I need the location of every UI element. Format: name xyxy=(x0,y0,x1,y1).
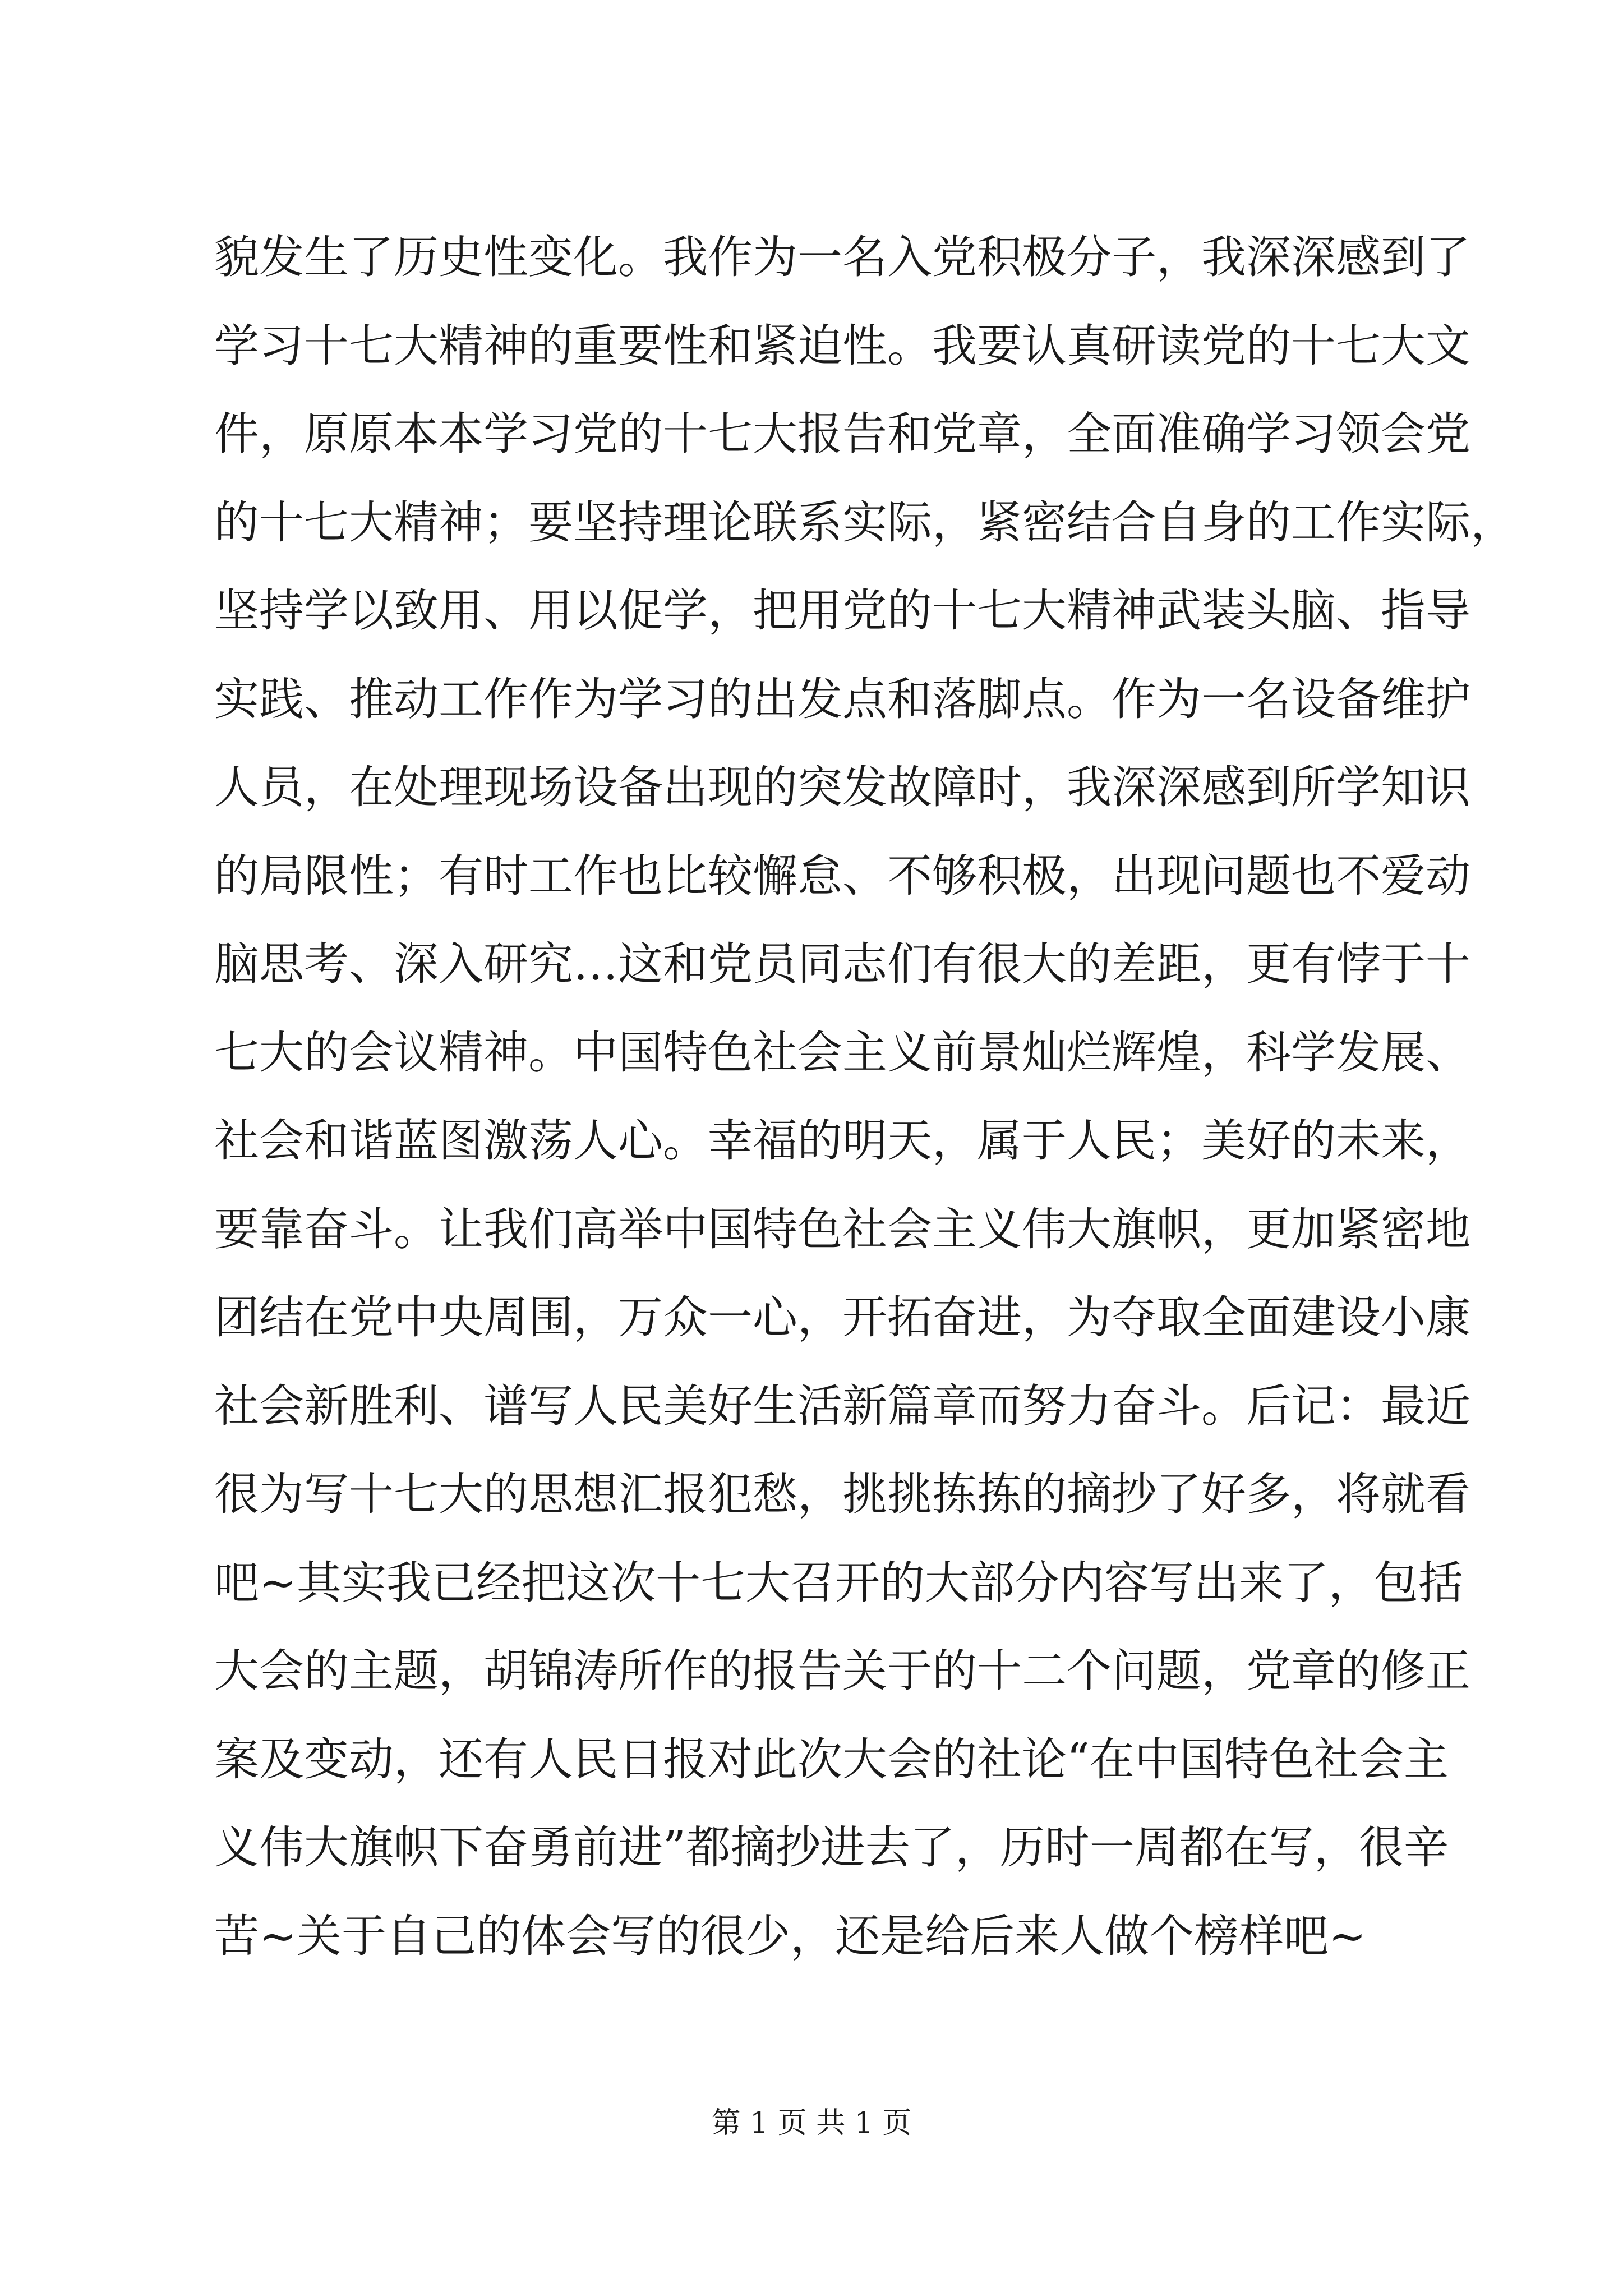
text-line: 学习十七大精神的重要性和紧迫性。我要认真研读党的十七大文 xyxy=(214,319,1470,372)
text-line: 件，原原本本学习党的十七大报告和党章，全面准确学习领会党 xyxy=(214,408,1470,460)
text-line: 团结在党中央周围，万众一心，开拓奋进，为夺取全面建设小康 xyxy=(214,1291,1470,1343)
text-line: 义伟大旗帜下奋勇前进”都摘抄进去了，历时一周都在写，很辛 xyxy=(214,1821,1449,1874)
text-line: 人员，在处理现场设备出现的突发故障时，我深深感到所学知识 xyxy=(214,761,1470,813)
text-line: 坚持学以致用、用以促学，把用党的十七大精神武装头脑、指导 xyxy=(214,585,1470,637)
text-line: 很为写十七大的思想汇报犯愁，挑挑拣拣的摘抄了好多，将就看 xyxy=(214,1468,1470,1520)
text-line: 貌发生了历史性变化。我作为一名入党积极分子，我深深感到了 xyxy=(214,231,1470,283)
text-line: 的十七大精神；要坚持理论联系实际，紧密结合自身的工作实际， xyxy=(214,496,1515,549)
page-number-label: 第 1 页 共 1 页 xyxy=(711,2106,912,2140)
text-line: 吧~其实我已经把这次十七大召开的大部分内容写出来了，包括 xyxy=(214,1556,1464,1609)
text-line: 七大的会议精神。中国特色社会主义前景灿烂辉煌，科学发展、 xyxy=(214,1026,1470,1079)
text-line: 要靠奋斗。让我们高举中国特色社会主义伟大旗帜，更加紧密地 xyxy=(214,1203,1470,1255)
text-line: 大会的主题，胡锦涛所作的报告关于的十二个问题，党章的修正 xyxy=(214,1645,1470,1697)
text-line: 脑思考、深入研究…这和党员同志们有很大的差距，更有悖于十 xyxy=(214,938,1470,990)
text-line: 实践、推动工作作为学习的出发点和落脚点。作为一名设备维护 xyxy=(214,673,1470,725)
text-line: 社会和谐蓝图激荡人心。幸福的明天，属于人民；美好的未来， xyxy=(214,1115,1470,1167)
text-line: 案及变动，还有人民日报对此次大会的社论“在中国特色社会主 xyxy=(214,1733,1449,1786)
text-line: 的局限性；有时工作也比较懈怠、不够积极，出现问题也不爱动 xyxy=(214,849,1470,902)
body-text xyxy=(214,213,1515,1980)
text-line: 苦~关于自己的体会写的很少，还是给后来人做个榜样吧~ xyxy=(214,1910,1367,1962)
page-footer xyxy=(0,2104,1623,2143)
text-line: 社会新胜利、谱写人民美好生活新篇章而努力奋斗。后记：最近 xyxy=(214,1379,1470,1432)
